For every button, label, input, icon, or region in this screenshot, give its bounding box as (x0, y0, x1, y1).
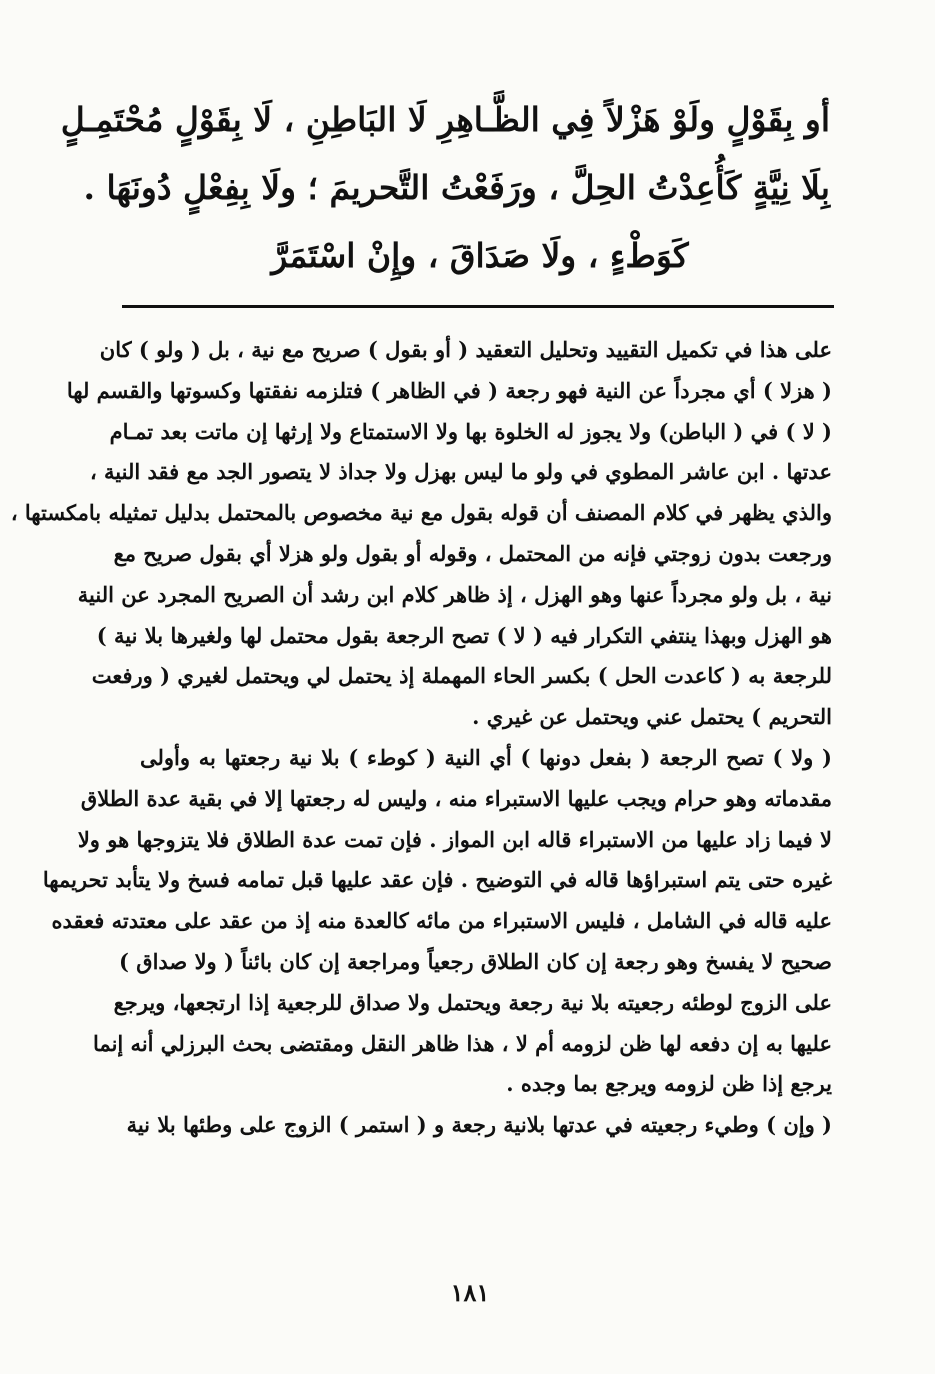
commentary-line: والذي يظهر في كلام المصنف أن قوله بقول مع نية مخصوص بالمحتمل بدليل تمثيله بامكستها ، (10, 500, 832, 526)
matn-line: أو بِقَوْلٍ ولَوْ هَزْلاً فِي الظَّـاهِرِ لَا البَاطِنِ ، لَا بِقَوْلٍ مُحْتَمِـلٍ (60, 100, 830, 139)
separator-rule (122, 305, 834, 308)
commentary-line: التحريم ) يحتمل عني ويحتمل عن غيري . (472, 704, 832, 730)
matn-text-block (60, 86, 830, 290)
commentary-line: على هذا في تكميل التقييد وتحليل التعقيد ( أو بقول ) صريح مع نية ، بل ( ولو ) كان (99, 337, 832, 362)
commentary-line: عليها به إن دفعه لها ظن لزومه أم لا ، هذا ظاهر النقل ومقتضى بحث البرزلي أنه إنما (93, 1030, 832, 1056)
commentary-line: ورجعت بدون زوجتي فإنه من المحتمل ، وقوله أو بقول ولو هزلا أي بقول صريح مع (113, 540, 832, 566)
commentary-text-block (10, 330, 832, 1146)
commentary-line: على الزوج لوطئه رجعيته بلا نية رجعة ويحتمل ولا صداق للرجعية إذا ارتجعها، ويرجع (113, 989, 832, 1015)
commentary-line: للرجعة به ( كاعدت الحل ) بكسر الحاء المهملة إذ يحتمل لي ويحتمل لغيري ( ورفعت (91, 663, 832, 689)
commentary-line: ( ولا ) تصح الرجعة ( بفعل دونها ) أي النية ( كوطء ) بلا نية رجعتها به وأولى (140, 744, 832, 770)
commentary-line: يرجع إذا ظن لزومه ويرجع بما وجده . (506, 1071, 832, 1097)
commentary-line: ( هزلا ) أي مجرداً عن النية فهو رجعة ( في الظاهر ) فتلزمه نفقتها وكسوتها والقسم لها (66, 377, 832, 403)
commentary-line: نية ، بل ولو مجرداً عنها وهو الهزل ، إذ ظاهر كلام ابن رشد أن الصريح المجرد عن النية (77, 581, 832, 607)
page-number: ١٨١ (450, 1278, 490, 1307)
matn-line: كَوَطْءٍ ، ولَا صَدَاقَ ، وإِنْ اسْتَمَرَّ (271, 236, 689, 275)
commentary-line: هو الهزل وبهذا ينتفي التكرار فيه ( لا ) تصح الرجعة بقول محتمل لها ولغيرها بلا نية ) (96, 622, 832, 648)
commentary-line: مقدماته وهو حرام ويجب عليها الاستبراء منه ، وليس له رجعتها إلا في بقية عدة الطلاق (80, 785, 832, 811)
commentary-line: غيره حتى يتم استبراؤها قاله في التوضيح . فإن عقد عليها قبل تمامه فسخ ولا يتأبد تحريمها (42, 867, 832, 893)
commentary-line: لا فيما زاد عليها من الاستبراء قاله ابن المواز . فإن تمت عدة الطلاق فلا يتزوجها هو ولا (77, 826, 832, 852)
commentary-line: ( وإن ) وطيء رجعيته في عدتها بلانية رجعة و ( استمر ) الزوج على وطئها بلا نية (126, 1112, 832, 1138)
commentary-line: ( لا ) في ( الباطن) ولا يجوز له الخلوة بها ولا الاستمتاع ولا إرثها إن ماتت بعد تمـام (109, 418, 832, 444)
commentary-line: صحيح لا يفسخ وهو رجعة إن كان الطلاق رجعياً ومراجعة إن كان بائناً ( ولا صداق ) (119, 948, 832, 974)
matn-line: بِلَا نِيَّةٍ كَأُعِدْتُ الحِلَّ ، ورَفَعْتُ التَّحريمَ ؛ ولَا بِفِعْلٍ دُونَهَا . (83, 168, 830, 207)
commentary-line: عليه قاله في الشامل ، فليس الاستبراء من مائه كالعدة منه إذ من عقد على معتدته فعقده (51, 908, 832, 934)
commentary-line: عدتها . ابن عاشر المطوي في ولو ما ليس بهزل ولا جداذ لا يتصور الجد مع فقد النية ، (89, 459, 832, 485)
